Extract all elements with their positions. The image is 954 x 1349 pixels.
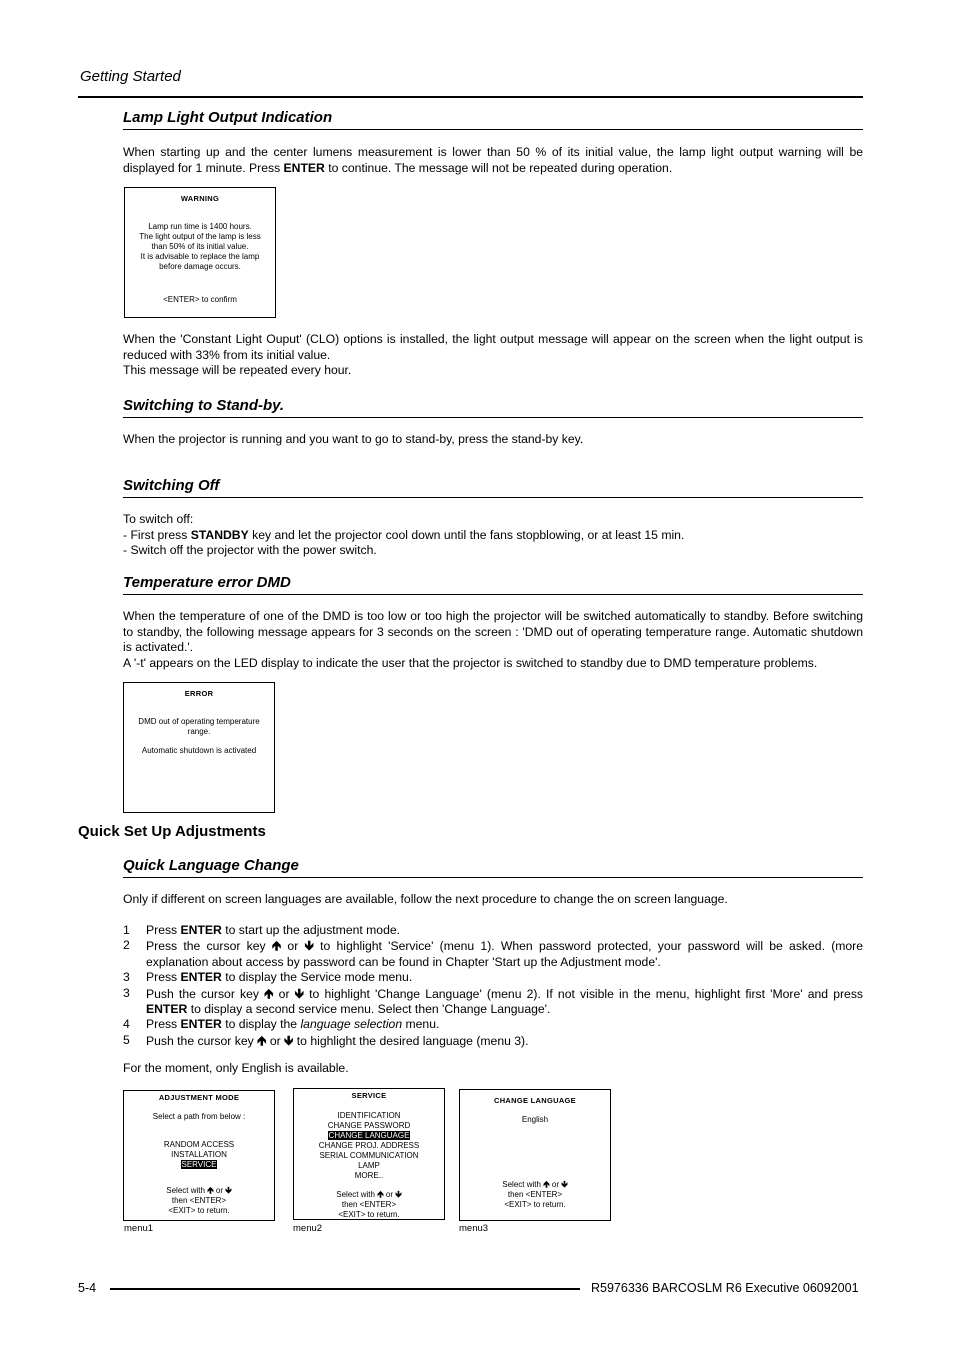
menu1-exit: <EXIT> to return. [168, 1206, 230, 1215]
menu3-caption: menu3 [459, 1223, 489, 1234]
arrow-up-icon: 🡹 [257, 1032, 267, 1048]
temp-heading: Temperature error DMD [123, 574, 863, 595]
header-rule [78, 96, 863, 98]
menu2-exit: <EXIT> to return. [338, 1210, 400, 1219]
warning-line: It is advisable to replace the lamp [140, 252, 260, 261]
off-paragraph: To switch off: - First press STANDBY key and let the projector cool down until the fans stopblowing, or at least 15 min. - Switch off the projector with the power switch. [123, 512, 685, 557]
menu2-select-line: Select with 🡹 or 🡻 [336, 1189, 402, 1199]
step-item: 1 Press ENTER to start up the adjustment mode. [123, 923, 401, 937]
error-line: DMD out of operating temperature [138, 717, 260, 726]
menu2-item: SERIAL COMMUNICATION [319, 1151, 419, 1160]
document-reference: R5976336 BARCOSLM R6 Executive 06092001 [591, 1281, 859, 1295]
menu2-item: CHANGE PASSWORD [327, 1121, 411, 1130]
menu2-item: CHANGE PROJ. ADDRESS [318, 1141, 420, 1150]
quick-language-heading: Quick Language Change [123, 857, 863, 878]
menu3-title: CHANGE LANGUAGE [493, 1096, 576, 1105]
arrow-down-icon: 🡻 [395, 1189, 402, 1199]
arrow-up-icon: 🡹 [207, 1185, 214, 1195]
quick-setup-heading: Quick Set Up Adjustments [78, 823, 266, 840]
arrow-down-icon: 🡻 [225, 1185, 232, 1195]
menu2-item: IDENTIFICATION [337, 1111, 401, 1120]
menu2-item: LAMP [358, 1161, 380, 1170]
step-item: 4 Press ENTER to display the language selection menu. [123, 1017, 440, 1032]
off-heading: Switching Off [123, 477, 863, 498]
error-line: Automatic shutdown is activated [141, 746, 257, 755]
menu2-caption: menu2 [293, 1223, 323, 1234]
temp-paragraph: When the temperature of one of the DMD is too low or too high the projector will be switched automatically to standby. Before switching to standby, the following message appears for 3 seconds on the screen : 'DMD out of operating temperature range. Automatic shutdown is activated.'. A '-t' appears on the LED display to indicate the user that the projector is switched to standby due to DMD temperature problems. [123, 609, 863, 670]
quick-intro: Only if different on screen languages are available, follow the next procedure to change the on screen language. [123, 892, 728, 906]
menu1-prompt: Select a path from below : [152, 1112, 246, 1121]
page-number: 5-4 [78, 1281, 97, 1295]
menu3-box [459, 1089, 611, 1221]
menu3-select-line: Select with 🡹 or 🡻 [502, 1179, 568, 1189]
arrow-down-icon: 🡻 [294, 985, 305, 1001]
footer-rule [110, 1288, 580, 1290]
menu2-item: MORE.. [354, 1171, 384, 1180]
menu2-then: then <ENTER> [341, 1200, 397, 1209]
menu3-exit: <EXIT> to return. [504, 1200, 566, 1209]
warning-line: Lamp run time is 1400 hours. [148, 222, 252, 231]
menu1-select-line: Select with 🡹 or 🡻 [166, 1185, 232, 1195]
menu3-then: then <ENTER> [507, 1190, 563, 1199]
arrow-up-icon: 🡹 [264, 985, 274, 1001]
step-item: 2 Press the cursor key 🡹 or 🡻 to highlight 'Service' (menu 1). When password protected, your password will be asked. (more explanation about access by password can be found in Chapter 'Start up the Adjustment mode'. [123, 938, 864, 969]
lamp-paragraph-2: When the 'Constant Light Ouput' (CLO) options is installed, the light output message will appear on the screen when the light output is reduced with 33% from its initial value. This message will be repeated every hour. [123, 332, 863, 377]
arrow-down-icon: 🡻 [561, 1179, 568, 1189]
menu3-item: English [521, 1115, 549, 1124]
arrow-down-icon: 🡻 [284, 1032, 294, 1048]
warning-confirm: <ENTER> to confirm [163, 295, 237, 304]
arrow-up-icon: 🡹 [543, 1179, 550, 1189]
warning-box [124, 187, 276, 318]
warning-line: than 50% of its initial value. [151, 242, 249, 251]
steps-list [123, 923, 863, 1049]
error-box [123, 682, 275, 813]
error-line: range. [187, 727, 211, 736]
menu2-title: SERVICE [351, 1091, 387, 1100]
arrow-up-icon: 🡹 [377, 1189, 384, 1199]
menu2-item-selected: CHANGE LANGUAGE [328, 1131, 410, 1140]
menu2-box [293, 1088, 445, 1220]
error-title: ERROR [184, 689, 214, 698]
menu1-box [123, 1090, 275, 1221]
standby-paragraph: When the projector is running and you want to go to stand-by, press the stand-by key. [123, 432, 584, 446]
warning-line: The light output of the lamp is less [139, 232, 261, 241]
menu1-caption: menu1 [124, 1223, 154, 1234]
menu1-item: RANDOM ACCESS [163, 1140, 235, 1149]
menu1-then: then <ENTER> [171, 1196, 227, 1205]
standby-heading: Switching to Stand-by. [123, 397, 863, 418]
arrow-up-icon: 🡹 [271, 938, 282, 954]
running-head: Getting Started [80, 68, 181, 85]
arrow-down-icon: 🡻 [304, 938, 314, 954]
warning-title: WARNING [180, 194, 220, 203]
lamp-paragraph-1: When starting up and the center lumens measurement is lower than 50 % of its initial value, the lamp light output warning will be displayed for 1 minute. Press ENTER to continue. The message will not be repeated during operation. [123, 145, 863, 175]
menu1-title: ADJUSTMENT MODE [158, 1093, 240, 1102]
menu1-item: INSTALLATION [171, 1150, 227, 1159]
step-item: 5 Push the cursor key 🡹 or 🡻 to highlight the desired language (menu 3). [123, 1032, 529, 1048]
quick-note: For the moment, only English is available. [123, 1061, 349, 1075]
menu1-item-selected: SERVICE [181, 1160, 217, 1169]
warning-line: before damage occurs. [159, 262, 241, 271]
lamp-heading: Lamp Light Output Indication [123, 109, 863, 130]
step-item: 3 Push the cursor key 🡹 or 🡻 to highlight 'Change Language' (menu 2). If not visible in the menu, highlight first 'More' and press ENTER to display a second service menu. Select then 'Change Language'. [123, 985, 864, 1017]
step-item: 3 Press ENTER to display the Service mode menu. [123, 970, 413, 985]
